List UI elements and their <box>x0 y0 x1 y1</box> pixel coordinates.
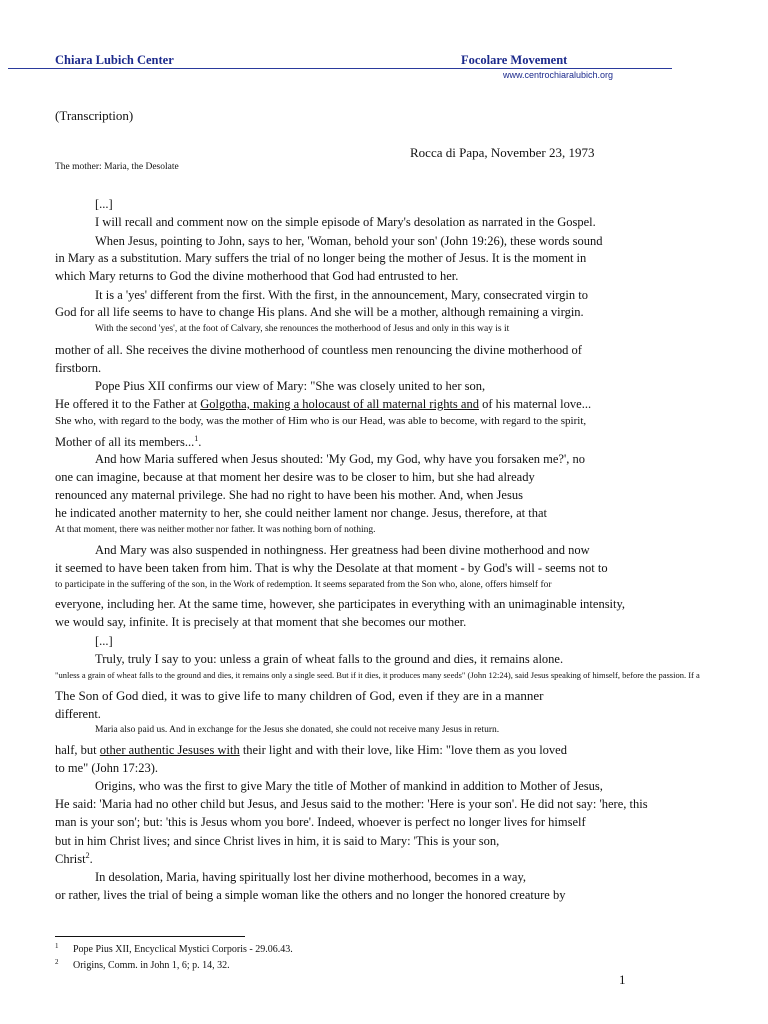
text-line: man is your son'; but: 'this is Jesus whom you bore'. Indeed, whoever is perfect no longer lives for himself <box>55 815 586 829</box>
text-line: [...] <box>95 634 113 648</box>
document-subtitle: The mother: Maria, the Desolate <box>55 162 179 172</box>
text-line: firstborn. <box>55 361 102 375</box>
text-line: Christ$^2$. <box>55 851 93 867</box>
footnote-ref: 1 <box>194 434 199 443</box>
footnote-text: Pope Pius XII, Encyclical Mystici Corporis - 29.06.43. <box>73 944 293 956</box>
page-number: 1 <box>619 972 626 987</box>
footnote-1 <box>55 942 293 955</box>
footnote-divider <box>55 936 245 937</box>
text-line: And how Maria suffered when Jesus shouted: 'My God, my God, why have you forsaken me?', no <box>95 452 585 466</box>
text-line: one can imagine, because at that moment her desire was to be closer to him, but she had already <box>55 470 535 484</box>
footnote-2 <box>55 958 230 971</box>
header-divider <box>8 68 672 69</box>
text-line: to me" (John 17:23). <box>55 761 159 775</box>
footnote-number: 1 <box>55 942 59 950</box>
text-line: Mother of all its members...$^1$. <box>55 434 202 450</box>
text-line: I will recall and comment now on the simple episode of Mary's desolation as narrated in the Gospel. <box>95 215 596 229</box>
text-line: half, but other authentic Jesuses with their light and with their love, like Him: "love them as you loved <box>55 743 567 757</box>
text-line: In desolation, Maria, having spiritually lost her divine motherhood, becomes in a way, <box>95 870 527 884</box>
header-url-link[interactable]: www.centrochiaralubich.org <box>503 70 614 80</box>
text-line: At that moment, there was neither mother nor father. It was nothing born of nothing. <box>55 525 376 535</box>
header-left-title: Chiara Lubich Center <box>55 53 174 67</box>
place-date: Rocca di Papa, November 23, 1973 <box>410 145 595 160</box>
text-line: or rather, lives the trial of being a simple woman like the others and no longer the honored creature by <box>55 888 566 902</box>
text-line: When Jesus, pointing to John, says to her, 'Woman, behold your son' (John 19:26), these words sound <box>95 234 603 248</box>
text-line: we would say, infinite. It is precisely at that moment that she becomes our mother. <box>55 615 467 629</box>
underlined-text: other authentic Jesuses with <box>99 743 240 757</box>
text-line: Truly, truly I say to you: unless a grain of wheat falls to the ground and dies, it remains alone. <box>95 652 564 666</box>
text-segment: Christ <box>55 852 86 867</box>
footnote-number: 2 <box>55 958 59 966</box>
text-line: he indicated another maternity to her, she could neither lament nor change. Jesus, therefore, at that <box>55 506 548 520</box>
text-line: mother of all. She receives the divine motherhood of countless men renouncing the divine motherhood of <box>55 343 582 357</box>
text-line: Pope Pius XII confirms our view of Mary: "She was closely united to her son, <box>95 379 486 393</box>
text-line: He said: 'Maria had no other child but Jesus, and Jesus said to the mother: 'Here is your son'. He did not say: 'here, this <box>55 797 648 811</box>
text-line: everyone, including her. At the same time, however, she participates in everything with an unimaginable intensity, <box>55 597 626 611</box>
text-line: renounced any maternal privilege. She had no right to have been his mother. And, when Jesus <box>55 488 523 502</box>
text-line: in Mary as a substitution. Mary suffers the trial of no longer being the mother of Jesus. It is the moment in <box>55 251 587 265</box>
text-line: Origins, who was the first to give Mary the title of Mother of mankind in addition to Mother of Jesus, <box>95 779 603 793</box>
text-line: Maria also paid us. And in exchange for the Jesus she donated, she could not receive many Jesus in return. <box>95 725 500 735</box>
text-line: And Mary was also suspended in nothingness. Her greatness had been divine motherhood and now <box>95 543 590 557</box>
text-line: to participate in the suffering of the son, in the Work of redemption. It seems separated from the Son who, alone, offers himself for <box>55 580 552 590</box>
text-line: [...] <box>95 197 113 211</box>
text-line: She who, with regard to the body, was the mother of Him who is our Head, was able to become, with regard to the spirit, <box>55 415 587 427</box>
text-line: which Mary returns to God the divine motherhood that God had entrusted to her. <box>55 269 459 283</box>
text-line: God for all life seems to have to change His plans. And she will be a mother, although remaining a virgin. <box>55 305 584 319</box>
transcription-label: (Transcription) <box>55 108 134 123</box>
text-line: it seemed to have been taken from him. That is why the Desolate at that moment - by God's will - seems not to <box>55 561 608 575</box>
text-line: The Son of God died, it was to give life to many children of God, even if they are in a manner <box>55 688 544 703</box>
text-line: He offered it to the Father at Golgotha, making a holocaust of all maternal rights and of his maternal love... <box>55 397 592 411</box>
text-segment: Mother of all its members... <box>55 435 195 450</box>
text-line: but in him Christ lives; and since Christ lives in him, it is said to Mary: 'This is your son, <box>55 834 500 848</box>
text-line: different. <box>55 707 101 721</box>
text-line: "unless a grain of wheat falls to the ground and dies, it remains only a single seed. But if it dies, it produces many seeds" (John 12:24), said Jesus speaking of himself, before the passion. If a <box>55 670 700 680</box>
header-right-title: Focolare Movement <box>461 53 568 67</box>
footnote-ref: 2 <box>85 851 90 860</box>
text-line: With the second 'yes', at the foot of Calvary, she renounces the motherhood of Jesus and only in this way is it <box>95 324 510 334</box>
underlined-text: Golgotha, making a holocaust of all maternal rights and <box>200 397 479 411</box>
text-line: It is a 'yes' different from the first. With the first, in the announcement, Mary, consecrated virgin to <box>95 288 588 302</box>
footnote-text: Origins, Comm. in John 1, 6; p. 14, 32. <box>73 960 230 972</box>
